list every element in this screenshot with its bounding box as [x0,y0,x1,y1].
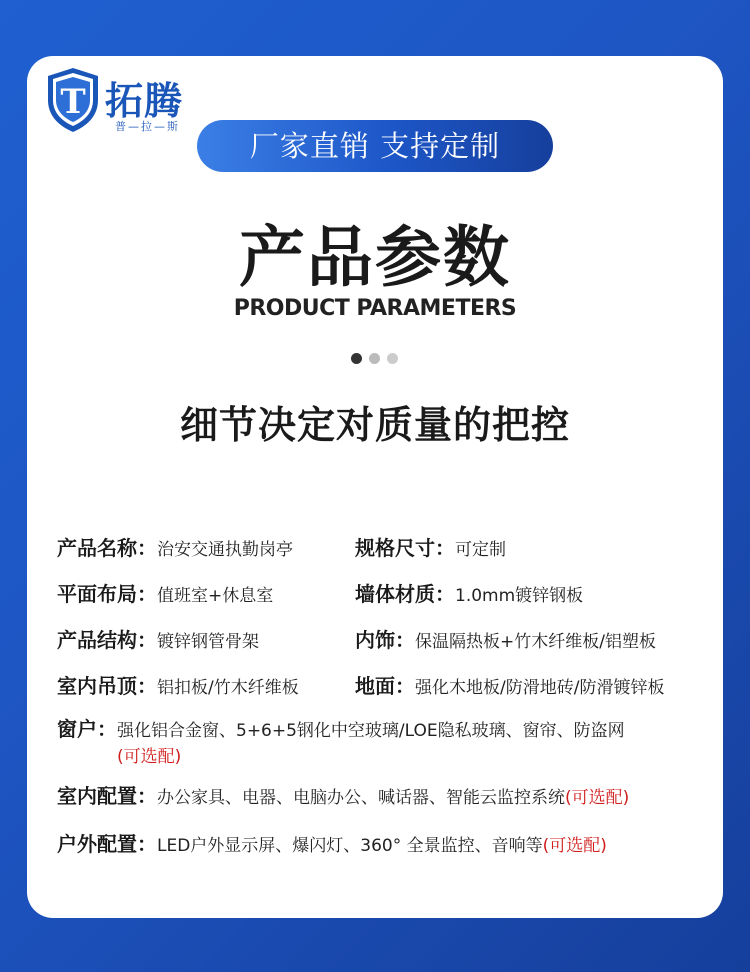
param-value: 铝扣板/竹木纤维板 [157,678,299,698]
tagline: 细节决定对质量的把控 [179,403,570,447]
page-title: 产品参数 [239,219,511,296]
param-row-structure [57,624,259,653]
param-value: 1.0mm镀锌钢板 [455,586,584,606]
dot [387,353,398,364]
content-card [27,56,723,918]
param-row-layout [57,578,273,607]
param-row-window [57,716,697,770]
param-label: 产品名称： [57,536,157,560]
param-row-size [355,532,506,561]
param-label: 墙体材质： [355,582,455,606]
param-label: 内饰： [355,628,415,652]
param-row-ceiling [57,670,299,699]
brand-logo [45,66,205,138]
param-label: 窗户： [57,717,117,741]
brand-name: 拓腾 [105,79,184,123]
dot [369,353,380,364]
param-label: 规格尺寸： [355,536,455,560]
banner-pill: 厂家直销 支持定制 [197,120,553,172]
shield-letter: T [60,82,86,122]
param-value: LED户外显示屏、爆闪灯、360° 全景监控、音响等 [157,836,543,856]
optional-tag: (可选配) [565,788,630,808]
param-row-name [57,532,293,561]
param-value: 值班室+休息室 [157,586,274,606]
param-row-indoor [57,780,629,809]
param-label: 平面布局： [57,582,157,606]
param-row-outdoor [57,828,607,857]
param-value: 治安交通执勤岗亭 [157,540,293,560]
param-label: 产品结构： [57,628,157,652]
param-value: 办公家具、电器、电脑办公、喊话器、智能云监控系统 [157,788,565,808]
param-label: 地面： [355,674,415,698]
param-label: 室内吊顶： [57,674,157,698]
param-value: 强化铝合金窗、5+6+5钢化中空玻璃/LOE隐私玻璃、窗帘、防盗网 [117,721,625,741]
dot-active [351,353,362,364]
param-label: 室内配置： [57,784,157,808]
pagination-dots [347,353,407,365]
param-value: 保温隔热板+竹木纤维板/铝塑板 [415,632,656,652]
optional-tag: (可选配) [117,747,182,767]
param-row-wall [355,578,583,607]
param-value: 可定制 [455,540,506,560]
param-label: 户外配置： [57,832,157,856]
param-value: 强化木地板/防滑地砖/防滑镀锌板 [415,678,665,698]
param-value: 镀锌钢管骨架 [157,632,259,652]
shield-logo-icon [45,66,101,134]
param-row-floor [355,670,664,699]
brand-subtitle: 普—拉—斯 [115,120,180,133]
page-subtitle: PRODUCT PARAMETERS [233,296,517,321]
param-row-interior [355,624,656,653]
optional-tag: (可选配) [542,836,607,856]
